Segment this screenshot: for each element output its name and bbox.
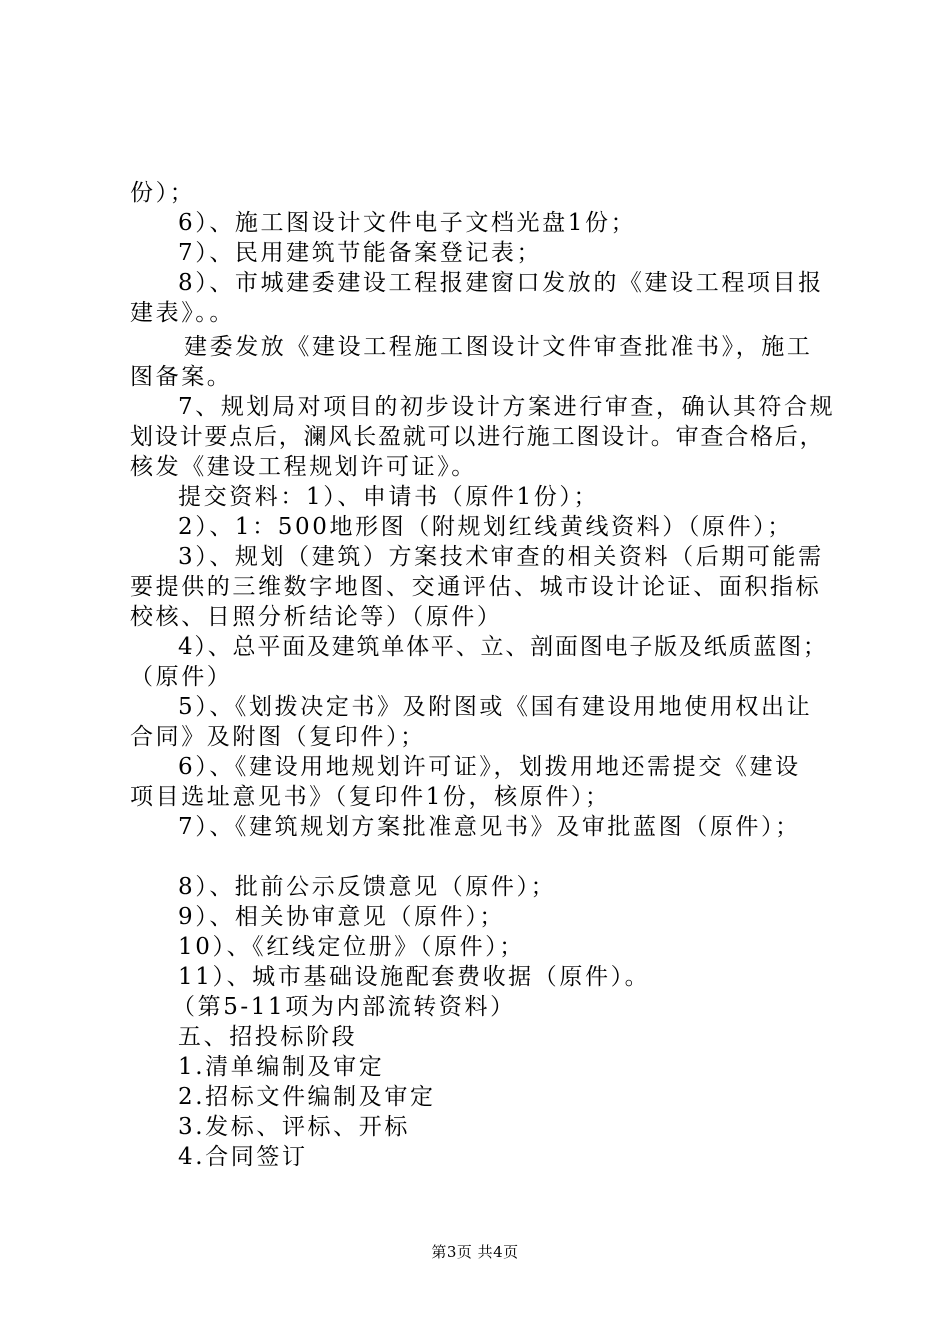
text-line: 校核、日照分析结论等）（原件）	[130, 604, 503, 630]
list-item: 4.合同签订	[178, 1144, 308, 1170]
section-heading: 五、招投标阶段	[178, 1024, 358, 1050]
list-item: 1.清单编制及审定	[178, 1054, 385, 1080]
text-line: 提交资料：1）、申请书（原件1份）；	[178, 484, 600, 510]
text-line: （第5-11项为内部流转资料）	[172, 994, 516, 1020]
page-number: 第3页 共4页	[431, 1243, 519, 1261]
text-line: 6）、施工图设计文件电子文档光盘1份；	[178, 210, 637, 236]
text-line: 7）、民用建筑节能备案登记表；	[178, 240, 543, 266]
text-line: 要提供的三维数字地图、交通评估、城市设计论证、面积指标	[130, 574, 822, 600]
text-line: 8）、市城建委建设工程报建窗口发放的《建设工程项目报	[178, 270, 824, 296]
text-line: 建委发放《建设工程施工图设计文件审查批准书》，施工	[184, 334, 813, 360]
text-line: 11）、城市基础设施配套费收据（原件）。	[178, 964, 651, 990]
text-line: 项目选址意见书》（复印件1份，核原件）；	[130, 784, 611, 810]
text-line: 份）；	[130, 180, 196, 206]
text-line: 图备案。	[130, 364, 233, 390]
text-line: 合同》及附图（复印件）；	[130, 724, 426, 750]
text-line: 划设计要点后，澜风长盈就可以进行施工图设计。审查合格后，	[130, 424, 825, 450]
list-item: 3.发标、评标、开标	[178, 1114, 410, 1140]
text-line: 10）、《红线定位册》（原件）；	[178, 934, 525, 960]
text-line: 5）、《划拨决定书》及附图或《国有建设用地使用权出让	[178, 694, 813, 720]
list-item: 2.招标文件编制及审定	[178, 1084, 436, 1110]
text-line: 8）、批前公示反馈意见（原件）；	[178, 874, 557, 900]
text-line: 6）、《建设用地规划许可证》，划拨用地还需提交《建设	[178, 754, 801, 780]
text-line: （原件）	[130, 664, 233, 690]
text-line: 建表》。。	[130, 300, 235, 326]
text-line: 9）、相关协审意见（原件）；	[178, 904, 506, 930]
text-line: 核发《建设工程规划许可证》。	[130, 454, 477, 480]
text-line: 7、规划局对项目的初步设计方案进行审查，确认其符合规	[178, 394, 836, 420]
text-line: 2）、1：500地形图（附规划红线黄线资料）（原件）；	[178, 514, 793, 540]
text-line: 7）、《建筑规划方案批准意见书》及审批蓝图（原件）；	[178, 814, 801, 840]
text-line: 3）、规划（建筑）方案技术审查的相关资料（后期可能需	[178, 544, 824, 570]
text-line: 4）、总平面及建筑单体平、立、剖面图电子版及纸质蓝图；	[178, 634, 828, 660]
